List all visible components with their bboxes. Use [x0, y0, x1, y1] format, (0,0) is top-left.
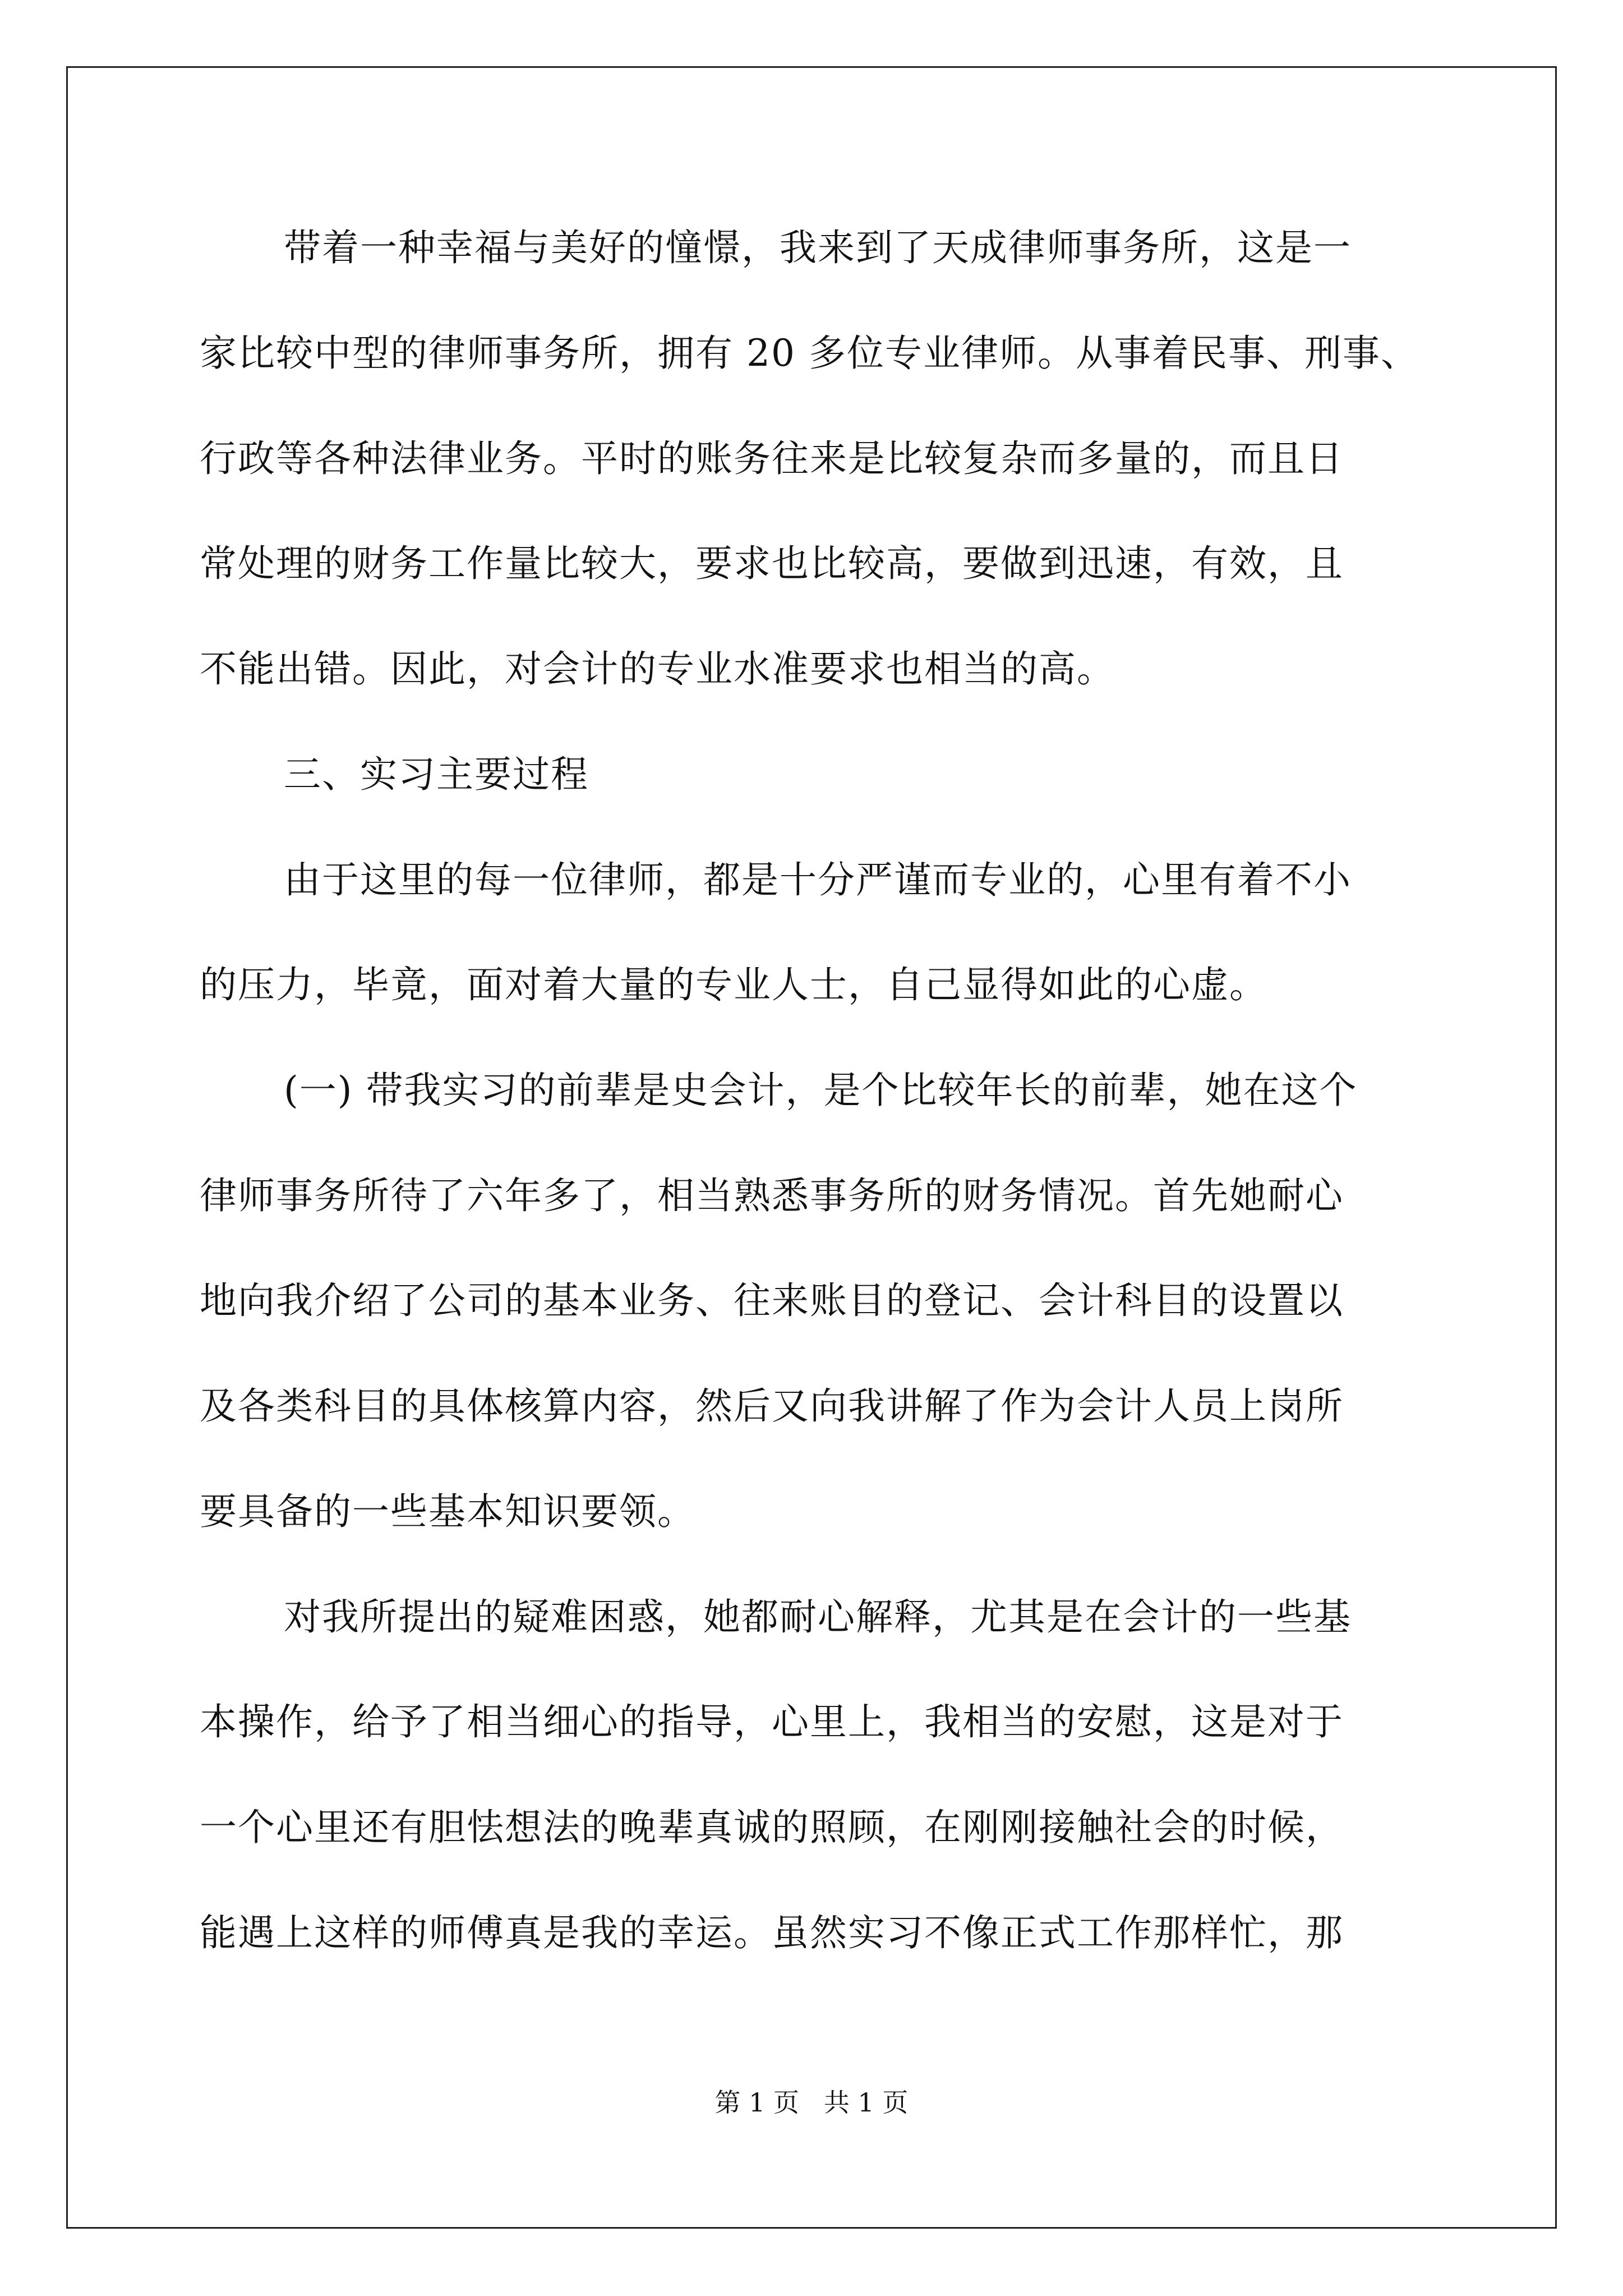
page-number-footer: 第 1 页 共 1 页: [714, 2087, 909, 2118]
paragraph-3-line-2: 律师事务所待了六年多了，相当熟悉事务所的财务情况。首先她耐心: [200, 1174, 1344, 1217]
section-heading: 三、实习主要过程: [284, 753, 589, 796]
paragraph-3-line-1: (一) 带我实习的前辈是史会计，是个比较年长的前辈，她在这个: [284, 1069, 1358, 1112]
paragraph-1-line-1: 带着一种幸福与美好的憧憬，我来到了天成律师事务所，这是一: [284, 226, 1352, 269]
paragraph-3-line-5: 要具备的一些基本知识要领。: [200, 1490, 695, 1533]
page-border: [66, 66, 1557, 2229]
paragraph-3-line-4: 及各类科目的具体核算内容，然后又向我讲解了作为会计人员上岗所: [200, 1384, 1344, 1428]
paragraph-1-line-2: 家比较中型的律师事务所，拥有 20 多位专业律师。从事着民事、刑事、: [200, 332, 1419, 375]
paragraph-1-line-4: 常处理的财务工作量比较大，要求也比较高，要做到迅速，有效，且: [200, 542, 1344, 585]
paragraph-4-line-1: 对我所提出的疑难困惑，她都耐心解释，尤其是在会计的一些基: [284, 1595, 1352, 1639]
paragraph-2-line-1: 由于这里的每一位律师，都是十分严谨而专业的，心里有着不小: [284, 858, 1352, 901]
paragraph-4-line-2: 本操作，给予了相当细心的指导，心里上，我相当的安慰，这是对于: [200, 1700, 1344, 1743]
paragraph-1-line-5: 不能出错。因此，对会计的专业水准要求也相当的高。: [200, 647, 1115, 691]
paragraph-4-line-4: 能遇上这样的师傅真是我的幸运。虽然实习不像正式工作那样忙，那: [200, 1911, 1344, 1954]
paragraph-3-line-3: 地向我介绍了公司的基本业务、往来账目的登记、会计科目的设置以: [200, 1279, 1344, 1322]
paragraph-1-line-3: 行政等各种法律业务。平时的账务往来是比较复杂而多量的，而且日: [200, 437, 1344, 480]
paragraph-4-line-3: 一个心里还有胆怯想法的晚辈真诚的照顾，在刚刚接触社会的时候，: [200, 1806, 1344, 1849]
paragraph-2-line-2: 的压力，毕竟，面对着大量的专业人士，自己显得如此的心虚。: [200, 963, 1267, 1006]
